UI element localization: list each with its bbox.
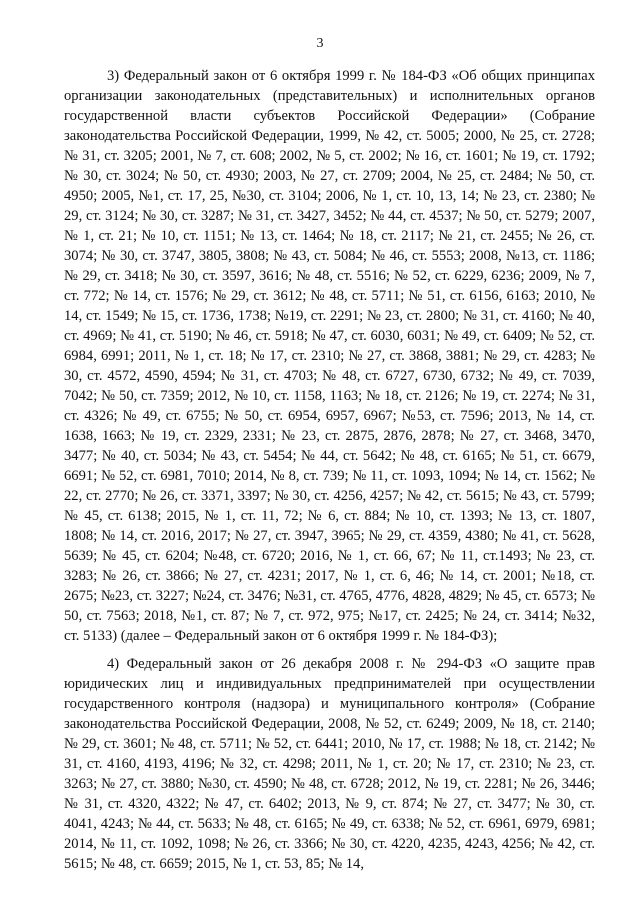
page-number: 3 bbox=[316, 36, 324, 51]
paragraph-item-3: 3) Федеральный закон от 6 октября 1999 г. № 184-ФЗ «Об общих принципах организации законодательных (представительных) и исполнительных органов государственной власти субъектов Российской Федерации» (Собрание законодательства Российской Федерации, 1999, № 42, ст. 5005; 2000, № 25, ст. 2728; № 31, ст. 3205; 2001, № 7, ст. 608; 2002, № 5, ст. 2002; № 16, ст. 1601; № 19, ст. 1792; № 30, ст. 3024; № 50, ст. 4930; 2003, № 27, ст. 2709; 2004, № 25, ст. 2484; № 50, ст. 4950; 2005, №1, ст. 17, 25, №30, ст. 3104; 2006, № 1, ст. 10, 13, 14; № 23, ст. 2380; № 29, ст. 3124; № 30, ст. 3287; № 31, ст. 3427, 3452; № 44, ст. 4537; № 50, ст. 5279; 2007, № 1, ст. 21; № 10, ст. 1151; № 13, ст. 1464; № 18, ст. 2117; № 21, ст. 2455; № 26, ст. 3074; № 30, ст. 3747, 3805, 3808; № 43, ст. 5084; № 46, ст. 5553; 2008, №13, ст. 1186; № 29, ст. 3418; № 30, ст. 3597, 3616; № 48, ст. 5516; № 52, ст. 6229, 6236; 2009, № 7, ст. 772; № 14, ст. 1576; № 29, ст. 3612; № 48, ст. 5711; № 51, ст. 6156, 6163; 2010, № 14, ст. 1549; № 15, ст. 1736, 1738; №19, ст. 2291; № 23, ст. 2800; № 31, ст. 4160; № 40, ст. 4969; № 41, ст. 5190; № 46, ст. 5918; № 47, ст. 6030, 6031; № 49, ст. 6409; № 52, ст. 6984, 6991; 2011, № 1, ст. 18; № 17, ст. 2310; № 27, ст. 3868, 3881; № 29, ст. 4283; № 30, ст. 4572, 4590, 4594; № 31, ст. 4703; № 48, ст. 6727, 6730, 6732; № 49, ст. 7039, 7042; № 50, ст. 7359; 2012, № 10, ст. 1158, 1163; № 18, ст. 2126; № 19, ст. 2274; № 31, ст. 4326; № 49, ст. 6755; № 50, ст. 6954, 6957, 6967; №53, ст. 7596; 2013, № 14, ст. 1638, 1663; № 19, ст. 2329, 2331; № 23, ст. 2875, 2876, 2878; № 27, ст. 3468, 3470, 3477; № 40, ст. 5034; № 43, ст. 5454; № 44, ст. 5642; № 48, ст. 6165; № 51, ст. 6679, 6691; № 52, ст. 6981, 7010; 2014, № 8, ст. 739; № 11, ст. 1093, 1094; № 14, ст. 1562; № 22, ст. 2770; № 26, ст. 3371, 3397; № 30, ст. 4256, 4257; № 42, ст. 5615; № 43, ст. 5799; № 45, ст. 6138; 2015, № 1, ст. 11, 72; № 6, ст. 884; № 10, ст. 1393; № 13, ст. 1807, 1808; № 14, ст. 2016, 2017; № 27, ст. 3947, 3965; № 29, ст. 4359, 4380; № 41, ст. 5628, 5639; № 45, ст. 6204; №48, ст. 6720; 2016, № 1, ст. 66, 67; № 11, ст.1493; № 23, ст. 3283; № 26, ст. 3866; № 27, ст. 4231; 2017, № 1, ст. 6, 46; № 14, ст. 2001; №18, ст. 2675; №23, ст. 3227; №24, ст. 3476; №31, ст. 4765, 4776, 4828, 4829; № 45, ст. 6573; № 50, ст. 7563; 2018, №1, ст. 87; № 7, ст. 972, 975; №17, ст. 2425; № 24, ст. 3414; №32, ст. 5133) (далее – Федеральный закон от 6 октября 1999 г. № 184-ФЗ); bbox=[64, 68, 595, 644]
paragraph-item-4: 4) Федеральный закон от 26 декабря 2008 г. № 294-ФЗ «О защите прав юридических лиц и индивидуальных предпринимателей при осуществлении государственного контроля (надзора) и муниципального контроля» (Собрание законодательства Российской Федерации, 2008, № 52, ст. 6249; 2009, № 18, ст. 2140; № 29, ст. 3601; № 48, ст. 5711; № 52, ст. 6441; 2010, № 17, ст. 1988; № 18, ст. 2142; № 31, ст. 4160, 4193, 4196; № 32, ст. 4298; 2011, № 1, ст. 20; № 17, ст. 2310; № 23, ст. 3263; № 27, ст. 3880; №30, ст. 4590; № 48, ст. 6728; 2012, № 19, ст. 2281; № 26, 3446; № 31, ст. 4320, 4322; № 47, ст. 6402; 2013, № 9, ст. 874; № 27, ст. 3477; № 30, ст. 4041, 4243; № 44, ст. 5633; № 48, ст. 6165; № 49, ст. 6338; № 52, ст. 6961, 6979, 6981; 2014, № 11, ст. 1092, 1098; № 26, ст. 3366; № 30, ст. 4220, 4235, 4243, 4256; № 42, ст. 5615; № 48, ст. 6659; 2015, № 1, ст. 53, 85; № 14, bbox=[64, 656, 595, 872]
document-body bbox=[64, 66, 595, 882]
